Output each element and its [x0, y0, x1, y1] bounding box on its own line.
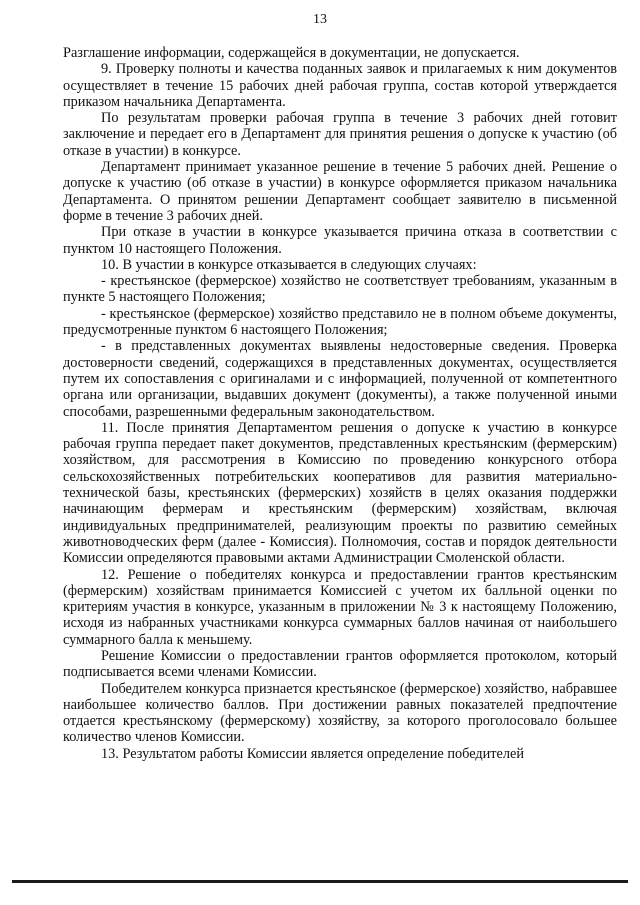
paragraph: При отказе в участии в конкурсе указывается причина отказа в соответствии с пунктом 10 настоящего Положения. [63, 224, 617, 257]
paragraph: Разглашение информации, содержащейся в документации, не допускается. [63, 45, 520, 61]
paragraph: 9. Проверку полноты и качества поданных заявок и прилагаемых к ним документов осуществляет в течение 15 рабочих дней рабочая группа, состав которой утверждается приказом начальника Департамента. [63, 61, 617, 110]
paragraph: - крестьянское (фермерское) хозяйство представило не в полном объеме документы, предусмотренные пунктом 6 настоящего Положения; [63, 305, 617, 339]
document-body [63, 45, 617, 762]
paragraph: 12. Решение о победителях конкурса и предоставлении грантов крестьянским (фермерским) хозяйствам принимается Комиссией с учетом их балльной оценки по критериям участия в конкурсе, указанным в приложении № 3 к настоящему Положению, исходя из набранных участниками конкурса суммарных баллов начиная от наибольшего суммарного балла к меньшему. [63, 566, 617, 648]
paragraph: 10. В участии в конкурсе отказывается в следующих случаях: [101, 256, 477, 273]
paragraph: - в представленных документах выявлены недостоверные сведения. Проверка достоверности сведений, содержащихся в представленных документах, осуществляется путем их сопоставления с оригиналами и с информацией, полученной от компетентного органа или организации, выдавших документ (документы), а также полученной иными способами, разрешенными федеральным законодательством. [63, 338, 617, 420]
bottom-rule [12, 880, 628, 883]
paragraph: - крестьянское (фермерское) хозяйство не соответствует требованиям, указанным в пункте 5 настоящего Положения; [63, 273, 617, 306]
paragraph: Департамент принимает указанное решение в течение 5 рабочих дней. Решение о допуске к участию (об отказе в участии) в конкурсе оформляется приказом начальника Департамента. О принятом решении Департамент сообщает заявителю в письменной форме в течение 3 рабочих дней. [63, 159, 617, 224]
paragraph: Решение Комиссии о предоставлении грантов оформляется протоколом, который подписывается всеми членами Комиссии. [63, 647, 617, 681]
paragraph: По результатам проверки рабочая группа в течение 3 рабочих дней готовит заключение и передает его в Департамент для принятия решения о допуске к участию (об отказе в участии) в конкурсе. [63, 110, 617, 159]
page-number: 13 [313, 12, 327, 27]
paragraph: 11. После принятия Департаментом решения о допуске к участию в конкурсе рабочая группа передает пакет документов, представленных крестьянским (фермерским) хозяйством, для рассмотрения в Комиссию по проведению конкурсного отбора сельскохозяйственных потребительских кооперативов для развития материально-технической базы, крестьянских (фермерских) хозяйств в целях оказания поддержки начинающим фермерам и крестьянским (фермерским) хозяйствам, включая индивидуальных предпринимателей, реализующим проекты по развитию семейных животноводческих ферм (далее - Комиссия). Полномочия, состав и порядок деятельности Комиссии определяются правовыми актами Администрации Смоленской области. [63, 419, 617, 567]
paragraph: Победителем конкурса признается крестьянское (фермерское) хозяйство, набравшее наибольшее количество баллов. При достижении равных показателей предпочтение отдается крестьянскому (фермерскому) хозяйству, за которого проголосовало большее количество членов Комиссии. [63, 680, 617, 746]
paragraph: 13. Результатом работы Комиссии является определение победителей [101, 745, 525, 762]
